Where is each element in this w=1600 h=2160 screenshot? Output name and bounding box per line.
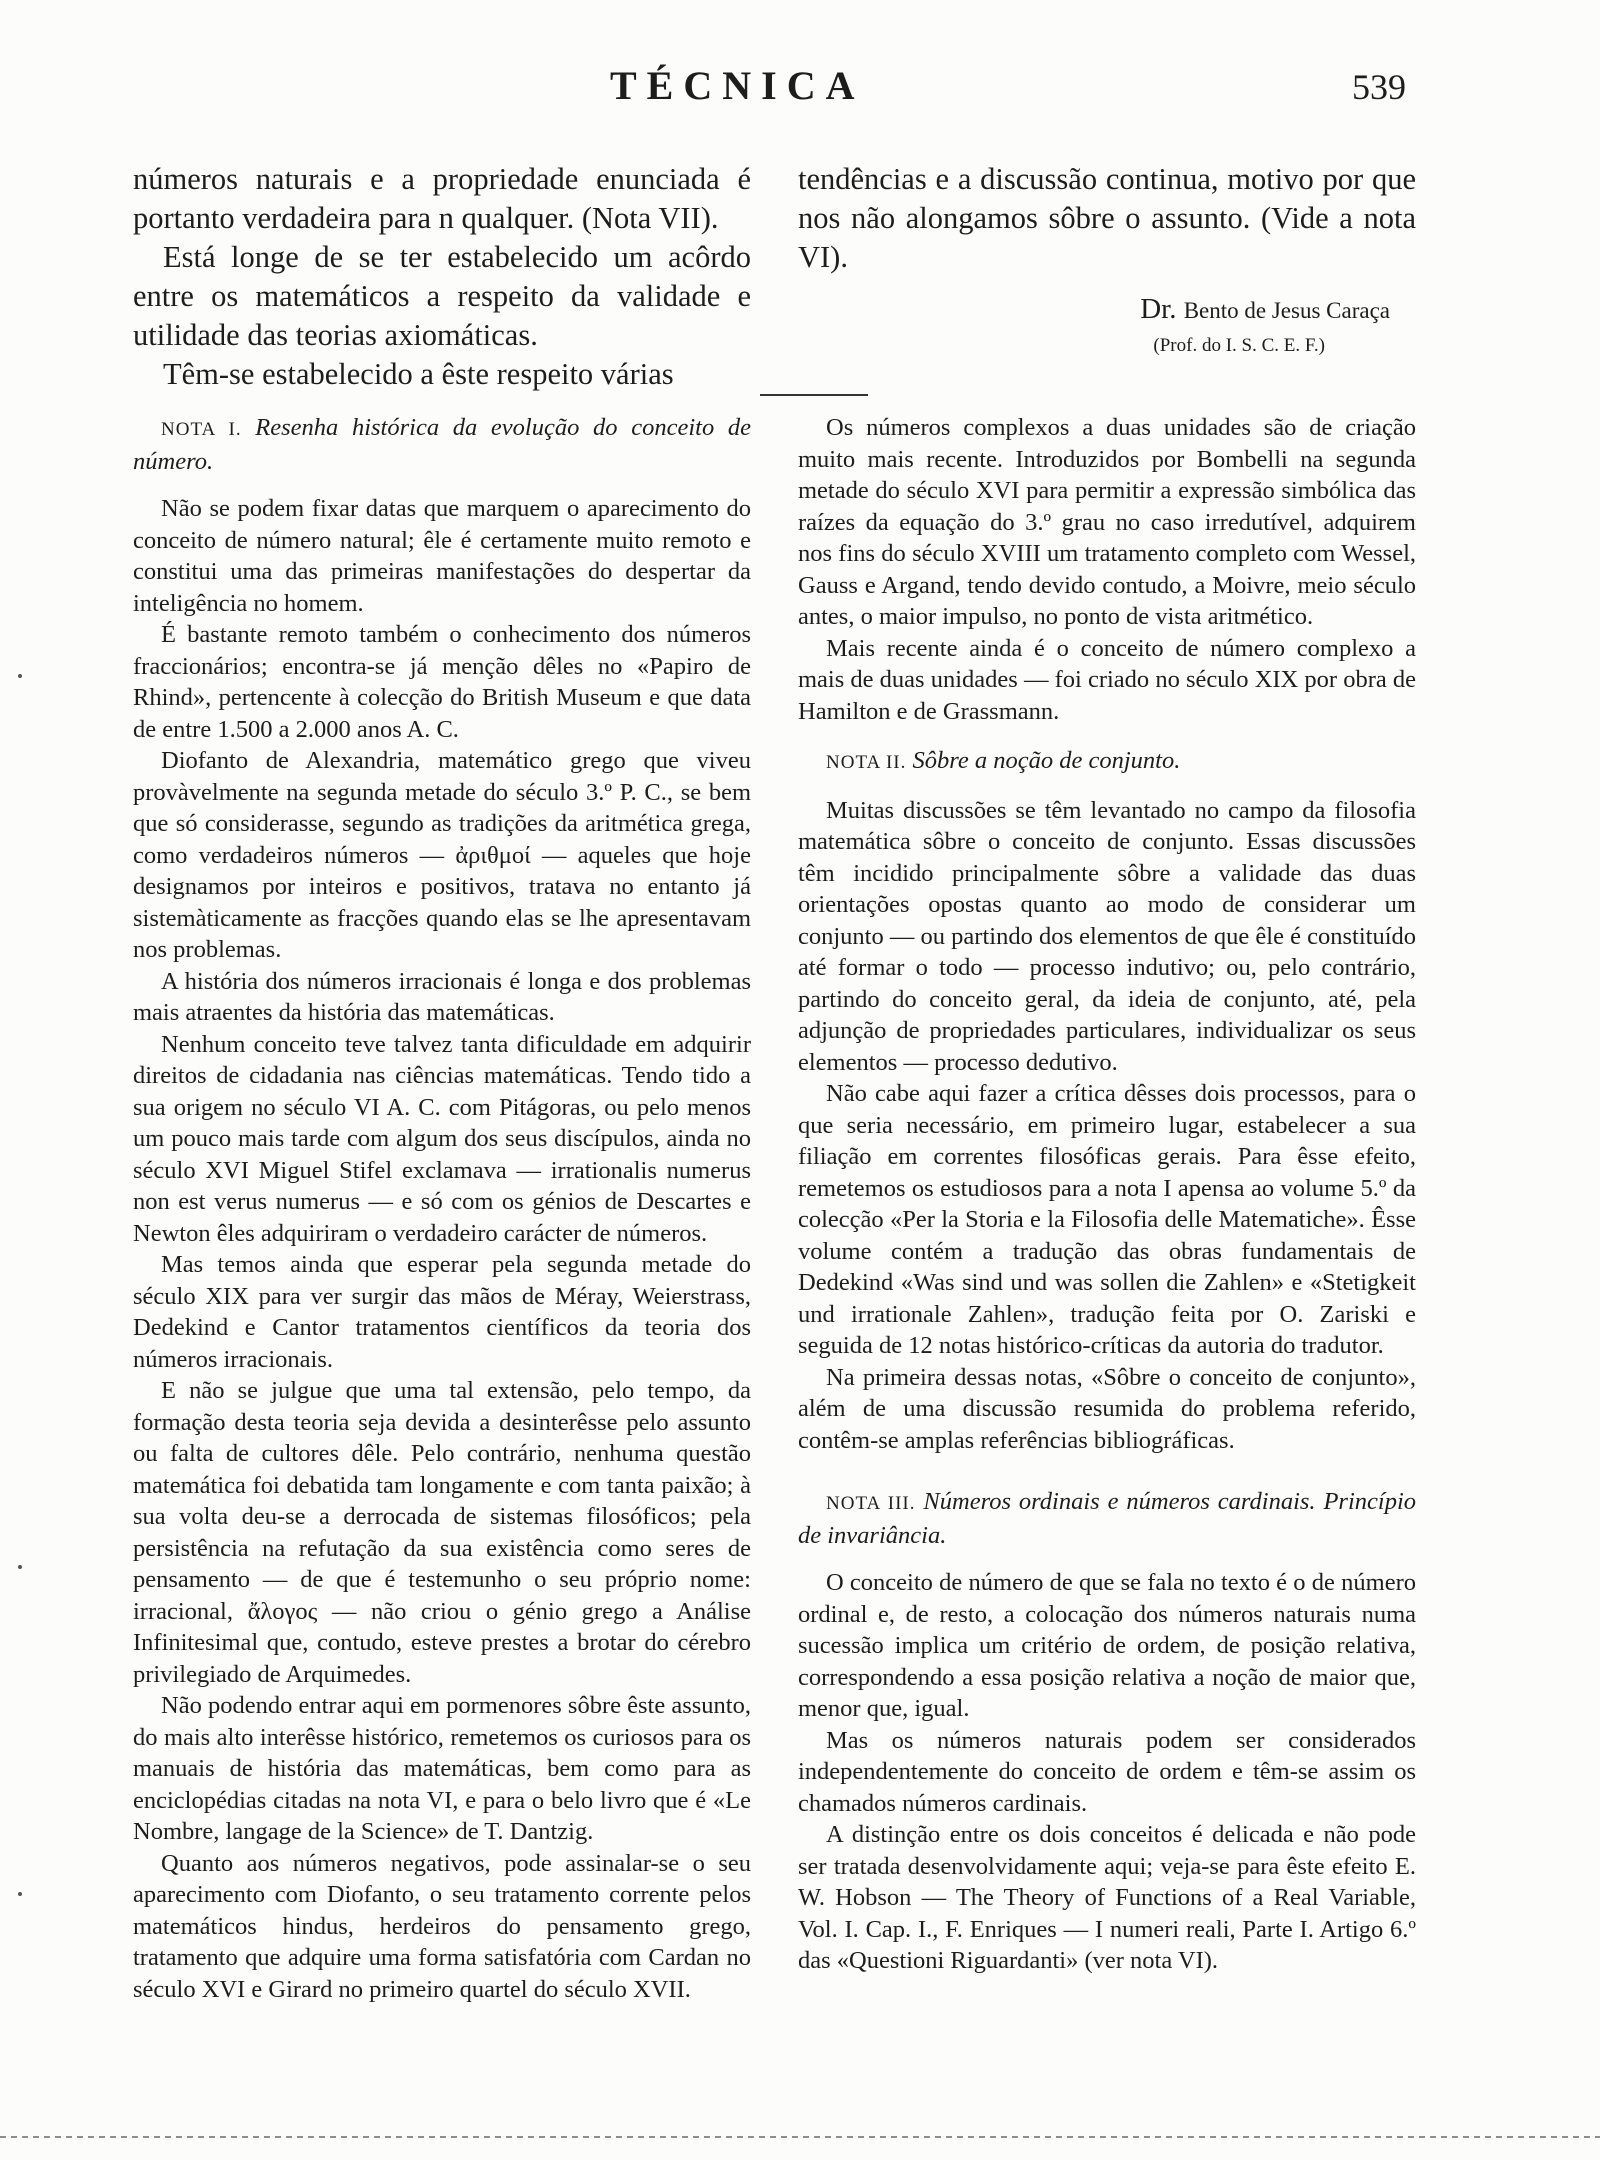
- spacer: [798, 1456, 1416, 1486]
- nota-label: NOTA II.: [826, 752, 907, 773]
- page-number: 539: [1352, 67, 1406, 107]
- nota-label: NOTA I.: [161, 419, 242, 440]
- author-fullname: Bento de Jesus Caraça: [1183, 298, 1390, 323]
- note-paragraph: A distinção entre os dois conceitos é delicada e não pode ser tratada desenvolvidamente aqui; veja-se para êste efeito E. W. Hobson — The Theory of Functions of a Real Variable, Vol. I. Cap. I., F. Enriques — I numeri reali, Parte I. Artigo 6.º das «Questioni Riguardanti» (ver nota VI).: [798, 1821, 1416, 1974]
- nota-1-heading: [133, 412, 751, 477]
- body-paragraph: números naturais e a propriedade enunciada é portanto verdadeira para n qualquer. (Nota VII).: [133, 162, 751, 235]
- nota-title: Sôbre a noção de conjunto.: [912, 747, 1181, 774]
- note-paragraph: Mais recente ainda é o conceito de número complexo a mais de duas unidades — foi criado no século XIX por obra de Hamilton e de Grassmann.: [798, 634, 1416, 725]
- margin-mark: [18, 1565, 22, 1569]
- nota-3-heading: [798, 1486, 1416, 1551]
- spacer: [798, 727, 1416, 745]
- note-paragraph: Na primeira dessas notas, «Sôbre o conceito de conjunto», além de uma discussão resumida do problema referido, contêm-se amplas referências bibliográficas.: [798, 1363, 1416, 1454]
- notes-column-left: [133, 412, 751, 2005]
- note-paragraph: Diofanto de Alexandria, matemático grego que viveu provàvelmente na segunda metade do século 3.º P. C., se bem que só considerasse, segundo as tradições da aritmética grega, como verdadeiros números — ἀριθμοί — aqueles que hoje designamos por inteiros e positivos, tratava no entanto já sistemàticamente as fracções quando elas se lhe apresentavam nos problemas.: [133, 747, 751, 963]
- nota-label: NOTA III.: [826, 1493, 916, 1514]
- running-header: [0, 62, 1600, 112]
- body-column-right: [798, 160, 1416, 277]
- note-paragraph: É bastante remoto também o conhecimento dos números fraccionários; encontra-se já menção dêles no «Papiro de Rhind», pertencente à colecção do British Museum e que data de entre 1.500 a 2.000 anos A. C.: [133, 621, 751, 743]
- body-paragraph: Têm-se estabelecido a êste respeito várias: [163, 357, 674, 391]
- scan-edge-line: [0, 2136, 1600, 2138]
- note-paragraph: O conceito de número de que se fala no texto é o de número ordinal e, de resto, a colocação dos números naturais numa sucessão implica um critério de ordem, de posição relativa, correspondendo a essa posição relativa a noção de maior que, menor que, igual.: [798, 1569, 1416, 1722]
- notes-column-right: [798, 412, 1416, 1977]
- note-paragraph: Nenhum conceito teve talvez tanta dificuldade em adquirir direitos de cidadania nas ciências matemáticas. Tendo tido a sua origem no século VI A. C. com Pitágoras, ou pelo menos um pouco mais tarde com algum dos seus discípulos, ainda no século XVI Miguel Stifel exclamava — irrationalis numerus non est verus numerus — e só com os génios de Descartes e Newton êles adquiriram o verdadeiro carácter de números.: [133, 1030, 751, 1247]
- nota-2-heading: [798, 745, 1416, 779]
- note-paragraph: A história dos números irracionais é longa e dos problemas mais atraentes da história das matemáticas.: [133, 967, 751, 1026]
- margin-mark: [18, 1892, 22, 1896]
- author-name: [798, 290, 1390, 330]
- note-paragraph: Não cabe aqui fazer a crítica dêsses dois processos, para o que seria necessário, em primeiro lugar, estabelecer a sua filiação em correntes filosóficas gerais. Para êsse efeito, remetemos os estudiosos para a nota I apensa ao volume 5.º da colecção «Per la Storia e la Filosofia delle Matematiche». Êsse volume contém a tradução das obras fundamentais de Dedekind «Was sind und was sollen die Zahlen» e «Stetigkeit und irrationale Zahlen», tradução feita por O. Zariski e seguida de 12 notas histórico-críticas da autoria do tradutor.: [798, 1080, 1416, 1359]
- section-divider: [760, 394, 868, 396]
- note-paragraph: Não podendo entrar aqui em pormenores sôbre êste assunto, do mais alto interêsse histórico, remetemos os curiosos para os manuais de história das matemáticas, bem como para as enciclopédias citadas na nota VI, e para o belo livro que é «Le Nombre, langage de la Science» de T. Dantzig.: [133, 1692, 751, 1845]
- author-affiliation: (Prof. do I. S. C. E. F.): [1153, 335, 1325, 356]
- note-paragraph: Não se podem fixar datas que marquem o aparecimento do conceito de número natural; êle é certamente muito remoto e constitui uma das primeiras manifestações do despertar da inteligência no homem.: [133, 495, 751, 617]
- note-paragraph: Muitas discussões se têm levantado no campo da filosofia matemática sôbre o conceito de conjunto. Essas discussões têm incidido principalmente sôbre a validade das duas orientações opostas quanto ao modo de considerar um conjunto — ou partindo dos elementos de que êle é constituído até formar o todo — processo indutivo; ou, pelo contrário, partindo do conceito geral, da ideia de conjunto, até, pela adjunção de propriedades particulares, individualizar os seus elementos — processo dedutivo.: [798, 796, 1416, 1076]
- body-paragraph: Está longe de se ter estabelecido um acôrdo entre os matemáticos a respeito da validade e utilidade das teorias axiomáticas.: [133, 240, 751, 352]
- author-signature: [798, 290, 1390, 360]
- note-paragraph: Mas os números naturais podem ser considerados independentemente do conceito de ordem e têm-se assim os chamados números cardinais.: [798, 1726, 1416, 1817]
- body-paragraph: tendências e a discussão continua, motivo por que nos não alongamos sôbre o assunto. (Vide a nota VI).: [798, 162, 1416, 274]
- note-paragraph: E não se julgue que uma tal extensão, pelo tempo, da formação desta teoria seja devida a desinterêsse pelo assunto ou falta de cultores dêle. Pelo contrário, nenhuma questão matemática foi debatida tam longamente e com tanta paixão; à sua volta deu-se a derrocada de sistemas filosóficos; pela persistência na refutação da sua existência como seres de pensamento — de que é testemunho o seu próprio nome: irracional, ἄλογος — não criou o génio grego a Análise Infinitesimal que, contudo, esteve prestes a brotar do cérebro privilegiado de Arquimedes.: [133, 1377, 751, 1688]
- note-paragraph: Mas temos ainda que esperar pela segunda metade do século XIX para ver surgir das mãos de Méray, Weierstrass, Dedekind e Cantor tratamentos científicos da teoria dos números irracionais.: [133, 1251, 751, 1373]
- nota-title: Números ordinais e números cardinais. Princípio de invariância.: [798, 1488, 1417, 1549]
- nota-title: Resenha histórica da evolução do conceito de número.: [133, 414, 752, 475]
- body-column-left: [133, 160, 751, 394]
- note-paragraph: Quanto aos números negativos, pode assinalar-se o seu aparecimento com Diofanto, o seu tratamento corrente pelos matemáticos hindus, herdeiros do pensamento grego, tratamento que adquire uma forma satisfatória com Cardan no século XVI e Girard no primeiro quartel do século XVII.: [133, 1849, 751, 2003]
- author-prefix: Dr.: [1140, 293, 1177, 325]
- journal-title: TÉCNICA: [610, 63, 865, 108]
- note-paragraph: Os números complexos a duas unidades são de criação muito mais recente. Introduzidos por Bombelli na segunda metade do século XVI para permitir a expressão simbólica das raízes da equação do 3.º grau no caso irredutível, adquirem nos fins do século XVIII um tratamento completo com Wessel, Gauss e Argand, tendo devido contudo, a Moivre, meio século antes, o maior impulso, no ponto de vista aritmético.: [798, 414, 1416, 630]
- margin-mark: [18, 674, 22, 678]
